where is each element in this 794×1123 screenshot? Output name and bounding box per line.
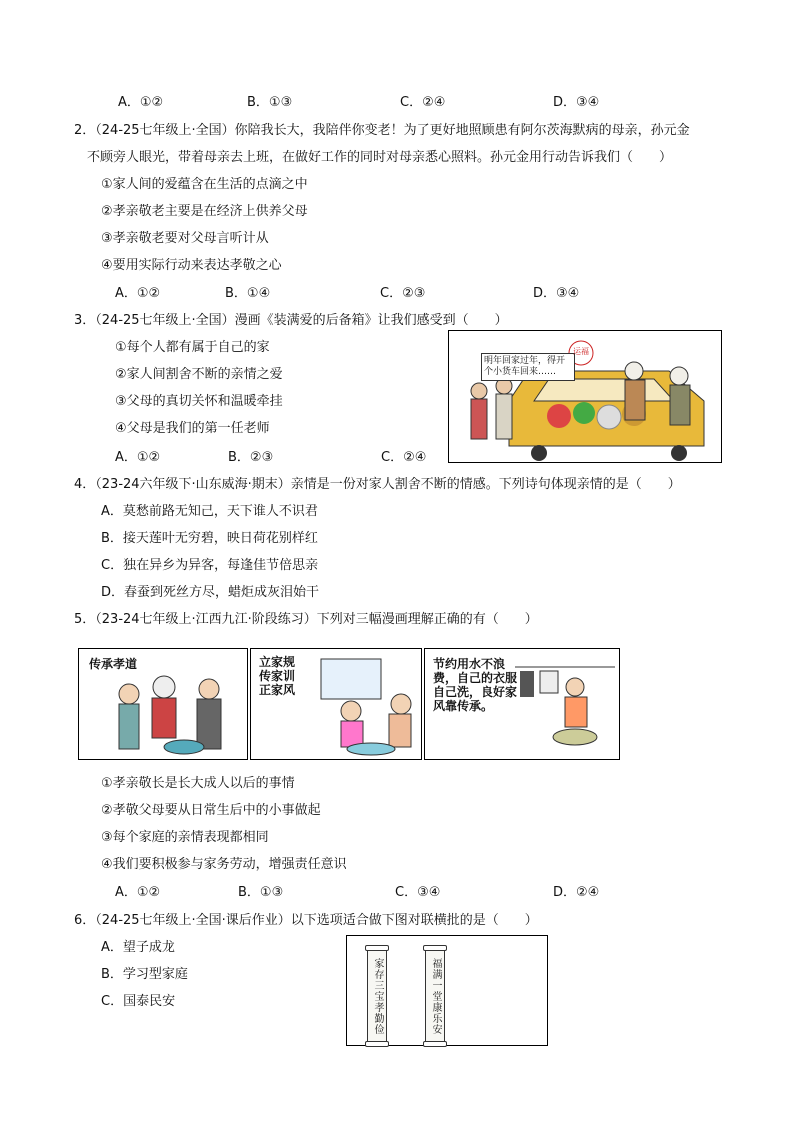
- q3-cartoon-trunk: [448, 330, 722, 463]
- q5-item-1: ①孝亲敬长是长大成人以后的事情: [101, 776, 295, 791]
- q3-item-4: ④父母是我们的第一任老师: [115, 421, 270, 436]
- q5-item-3: ③每个家庭的亲情表现都相同: [101, 830, 269, 845]
- q4-option-a: A．莫愁前路无知己，天下谁人不识君: [101, 504, 318, 519]
- q2-item-4: ④要用实际行动来表达孝敬之心: [101, 258, 282, 273]
- q5-option-d: D．②④: [553, 885, 600, 900]
- q3-speech-bubble: 明年回家过年，得开个小货车回来……: [481, 353, 575, 381]
- q2-option-c: C．②③: [380, 286, 426, 301]
- q5-option-c: C．③④: [395, 885, 441, 900]
- q5-panel-2-caption: 立家规 传家训 正家风: [259, 655, 296, 697]
- q1-option-a: A．①②: [118, 95, 164, 110]
- q1-option-b: B．①③: [247, 95, 293, 110]
- q3-option-a: A．①②: [115, 450, 161, 465]
- q3-option-b: B．②③: [228, 450, 274, 465]
- couplet-scroll-left: 家存三宝孝勤俭: [367, 950, 387, 1042]
- q3-item-3: ③父母的真切关怀和温暖牵挂: [115, 394, 283, 409]
- q5-cartoon-panel-1: [78, 648, 248, 760]
- q1-option-d: D．③④: [553, 95, 600, 110]
- q2-item-2: ②孝亲敬老主要是在经济上供养父母: [101, 204, 308, 219]
- q5-item-2: ②孝敬父母要从日常生后中的小事做起: [101, 803, 321, 818]
- q6-option-b: B．学习型家庭: [101, 967, 188, 982]
- q2-stem-line2: 不顾旁人眼光，带着母亲去上班，在做好工作的同时对母亲悉心照料。孙元金用行动告诉我们（ ）: [87, 150, 673, 165]
- q5-option-b: B．①③: [238, 885, 284, 900]
- q5-cartoon-panel-2: [250, 648, 422, 760]
- couplet-scroll-right: 福满一堂康乐安: [425, 950, 445, 1042]
- q2-option-b: B．①④: [225, 286, 271, 301]
- q4-option-b: B．接天莲叶无穷碧，映日荷花别样红: [101, 531, 318, 546]
- q6-stem: 6．（24-25七年级上·全国·课后作业）以下选项适合做下图对联横批的是（ ）: [74, 913, 538, 928]
- q3-stem: 3．（24-25七年级上·全国）漫画《装满爱的后备箱》让我们感受到（ ）: [74, 313, 508, 328]
- q3-fu-tag: 运福: [573, 347, 589, 356]
- q5-panel-1-caption: 传承孝道: [89, 657, 138, 671]
- q3-option-c: C．②④: [381, 450, 427, 465]
- q2-item-1: ①家人间的爱蕴含在生活的点滴之中: [101, 177, 308, 192]
- q2-option-d: D．③④: [533, 286, 580, 301]
- q4-option-c: C．独在异乡为异客，每逢佳节倍思亲: [101, 558, 319, 573]
- q1-option-c: C．②④: [400, 95, 446, 110]
- q6-couplet-figure: [346, 935, 548, 1046]
- q4-option-d: D．春蚕到死丝方尽，蜡炬成灰泪始干: [101, 585, 320, 600]
- q5-option-a: A．①②: [115, 885, 161, 900]
- q5-item-4: ④我们要积极参与家务劳动，增强责任意识: [101, 857, 347, 872]
- q5-cartoon-panel-3: [424, 648, 620, 760]
- q3-item-1: ①每个人都有属于自己的家: [115, 340, 270, 355]
- q5-panel-3-caption: 节约用水不浪费，自己的衣服自己洗，良好家风靠传承。: [433, 657, 518, 713]
- q5-stem: 5．（23-24七年级上·江西九江·阶段练习）下列对三幅漫画理解正确的有（ ）: [74, 612, 538, 627]
- q4-stem: 4．（23-24六年级下·山东威海·期末）亲情是一份对家人割舍不断的情感。下列诗句体现亲情的是（ ）: [74, 477, 681, 492]
- q2-option-a: A．①②: [115, 286, 161, 301]
- q6-option-a: A．望子成龙: [101, 940, 175, 955]
- q2-stem-line1: 2．（24-25七年级上·全国）你陪我长大，我陪伴你变老！为了更好地照顾患有阿尔茨海默病的母亲，孙元金: [74, 123, 690, 138]
- q2-item-3: ③孝亲敬老要对父母言听计从: [101, 231, 269, 246]
- q3-item-2: ②家人间割舍不断的亲情之爱: [115, 367, 283, 382]
- q6-option-c: C．国泰民安: [101, 994, 176, 1009]
